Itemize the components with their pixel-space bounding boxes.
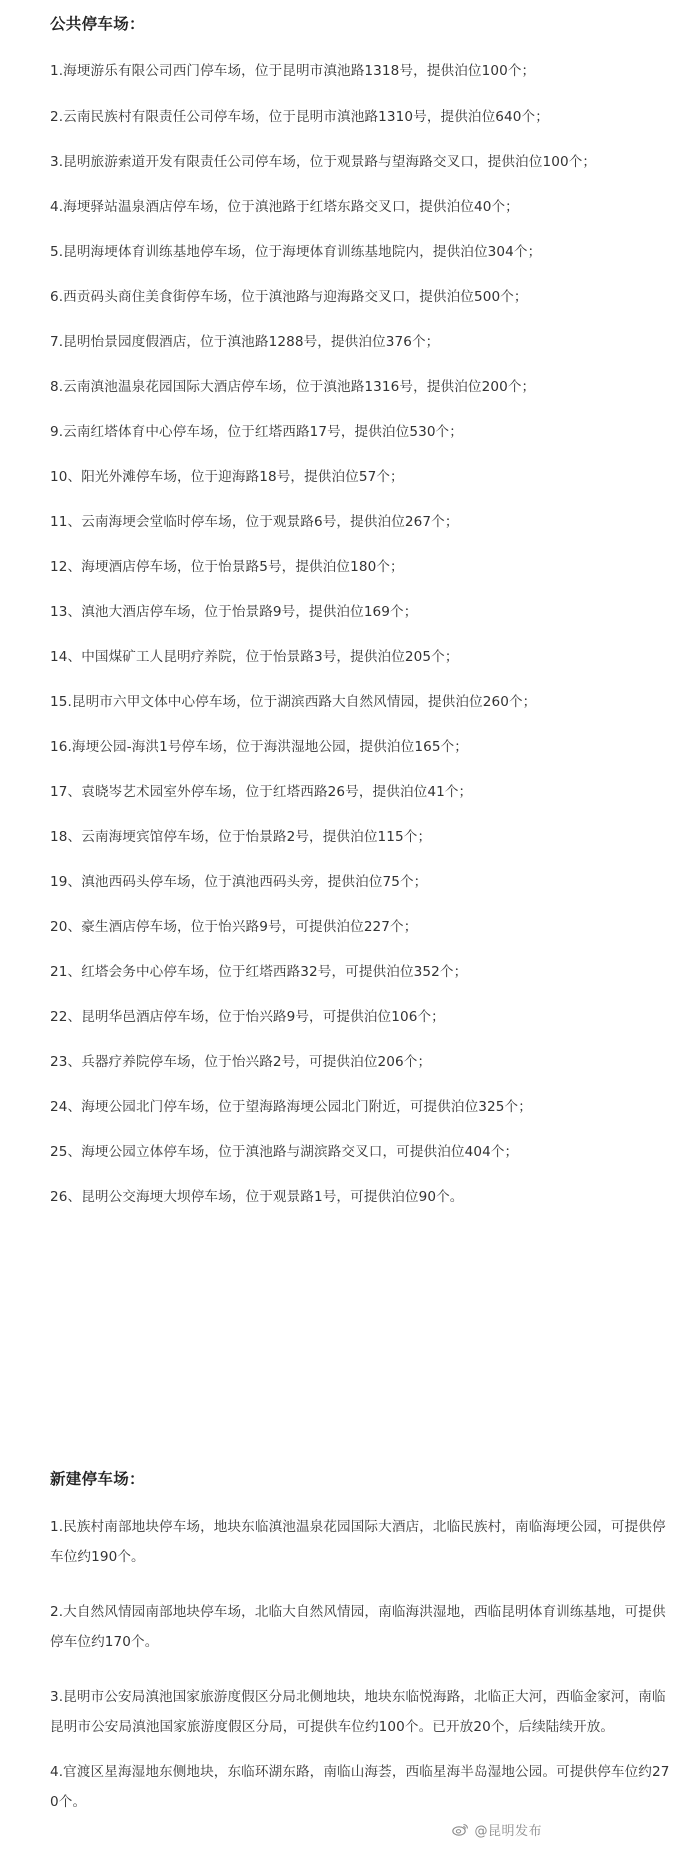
public-parking-item: 23、兵器疗养院停车场，位于怡兴路2号，可提供泊位206个； — [50, 1054, 432, 1070]
public-parking-item: 4.海埂驿站温泉酒店停车场，位于滇池路于红塔东路交叉口，提供泊位40个； — [50, 199, 519, 215]
public-parking-item: 11、云南海埂会堂临时停车场，位于观景路6号，提供泊位267个； — [50, 514, 459, 530]
public-parking-item: 26、昆明公交海埂大坝停车场，位于观景路1号，可提供泊位90个。 — [50, 1189, 464, 1205]
public-parking-item: 1.海埂游乐有限公司西门停车场，位于昆明市滇池路1318号，提供泊位100个； — [50, 63, 536, 79]
weibo-logo-icon — [452, 1823, 469, 1836]
watermark-text: @昆明发布 — [474, 1824, 542, 1839]
public-parking-item: 13、滇池大酒店停车场，位于怡景路9号，提供泊位169个； — [50, 604, 418, 620]
new-parking-item: 2.大自然风情园南部地块停车场，北临大自然风情园，南临海洪湿地，西临昆明体育训练基地，可提供停车位约170个。 — [50, 1604, 666, 1650]
public-parking-item: 2.云南民族村有限责任公司停车场，位于昆明市滇池路1310号，提供泊位640个； — [50, 109, 549, 125]
public-parking-item: 5.昆明海埂体育训练基地停车场，位于海埂体育训练基地院内，提供泊位304个； — [50, 244, 542, 260]
new-parking-item: 3.昆明市公安局滇池国家旅游度假区分局北侧地块，地块东临悦海路，北临正大河，西临金家河，南临昆明市公安局滇池国家旅游度假区分局，可提供车位约100个。已开放20个，后续陆续开放。 — [50, 1689, 666, 1735]
public-parking-item: 12、海埂酒店停车场，位于怡景路5号，提供泊位180个； — [50, 559, 404, 575]
new-parking-heading: 新建停车场： — [50, 1470, 145, 1488]
public-parking-item: 15.昆明市六甲文体中心停车场，位于湖滨西路大自然风情园，提供泊位260个； — [50, 694, 537, 710]
new-parking-item: 1.民族村南部地块停车场，地块东临滇池温泉花园国际大酒店，北临民族村，南临海埂公园，可提供停车位约190个。 — [50, 1519, 666, 1565]
public-parking-item: 17、袁晓岑艺术园室外停车场，位于红塔西路26号，提供泊位41个； — [50, 784, 473, 800]
public-parking-item: 16.海埂公园-海洪1号停车场，位于海洪湿地公园，提供泊位165个； — [50, 739, 468, 755]
public-parking-item: 24、海埂公园北门停车场，位于望海路海埂公园北门附近，可提供泊位325个； — [50, 1099, 532, 1115]
public-parking-item: 7.昆明怡景园度假酒店，位于滇池路1288号，提供泊位376个； — [50, 334, 440, 350]
public-parking-item: 18、云南海埂宾馆停车场，位于怡景路2号，提供泊位115个； — [50, 829, 432, 845]
public-parking-item: 3.昆明旅游索道开发有限责任公司停车场，位于观景路与望海路交叉口，提供泊位100个； — [50, 154, 597, 170]
public-parking-item: 10、阳光外滩停车场，位于迎海路18号，提供泊位57个； — [50, 469, 404, 485]
new-parking-item: 4.官渡区星海湿地东侧地块，东临环湖东路，南临山海荟，西临星海半岛湿地公园。可提供停车位约270个。 — [50, 1764, 670, 1810]
public-parking-item: 19、滇池西码头停车场，位于滇池西码头旁，提供泊位75个； — [50, 874, 428, 890]
public-parking-item: 6.西贡码头商住美食街停车场，位于滇池路与迎海路交叉口，提供泊位500个； — [50, 289, 528, 305]
public-parking-item: 14、中国煤矿工人昆明疗养院，位于怡景路3号，提供泊位205个； — [50, 649, 459, 665]
public-parking-item: 22、昆明华邑酒店停车场，位于怡兴路9号，可提供泊位106个； — [50, 1009, 445, 1025]
public-parking-item: 8.云南滇池温泉花园国际大酒店停车场，位于滇池路1316号，提供泊位200个； — [50, 379, 536, 395]
weibo-watermark — [452, 1820, 542, 1839]
public-parking-heading: 公共停车场： — [50, 15, 145, 33]
public-parking-item: 9.云南红塔体育中心停车场，位于红塔西路17号，提供泊位530个； — [50, 424, 463, 440]
public-parking-item: 25、海埂公园立体停车场，位于滇池路与湖滨路交叉口，可提供泊位404个； — [50, 1144, 519, 1160]
public-parking-item: 21、红塔会务中心停车场，位于红塔西路32号，可提供泊位352个； — [50, 964, 468, 980]
public-parking-item: 20、豪生酒店停车场，位于怡兴路9号，可提供泊位227个； — [50, 919, 418, 935]
